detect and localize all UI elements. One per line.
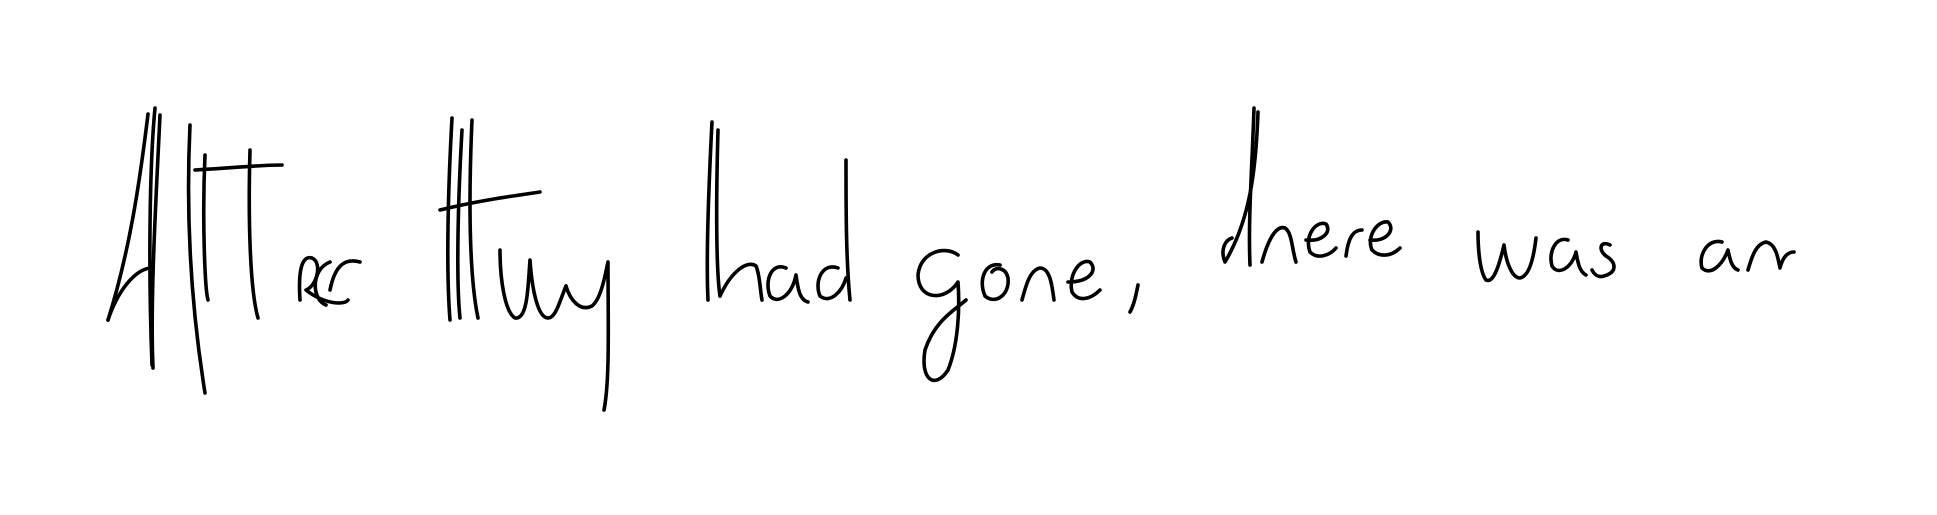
word-after [108, 108, 360, 393]
word-was [1478, 232, 1614, 280]
word-an [1701, 241, 1794, 270]
word-there [1223, 108, 1400, 265]
word-gone [918, 251, 1138, 381]
word-they [440, 118, 608, 410]
word-had [707, 122, 850, 302]
